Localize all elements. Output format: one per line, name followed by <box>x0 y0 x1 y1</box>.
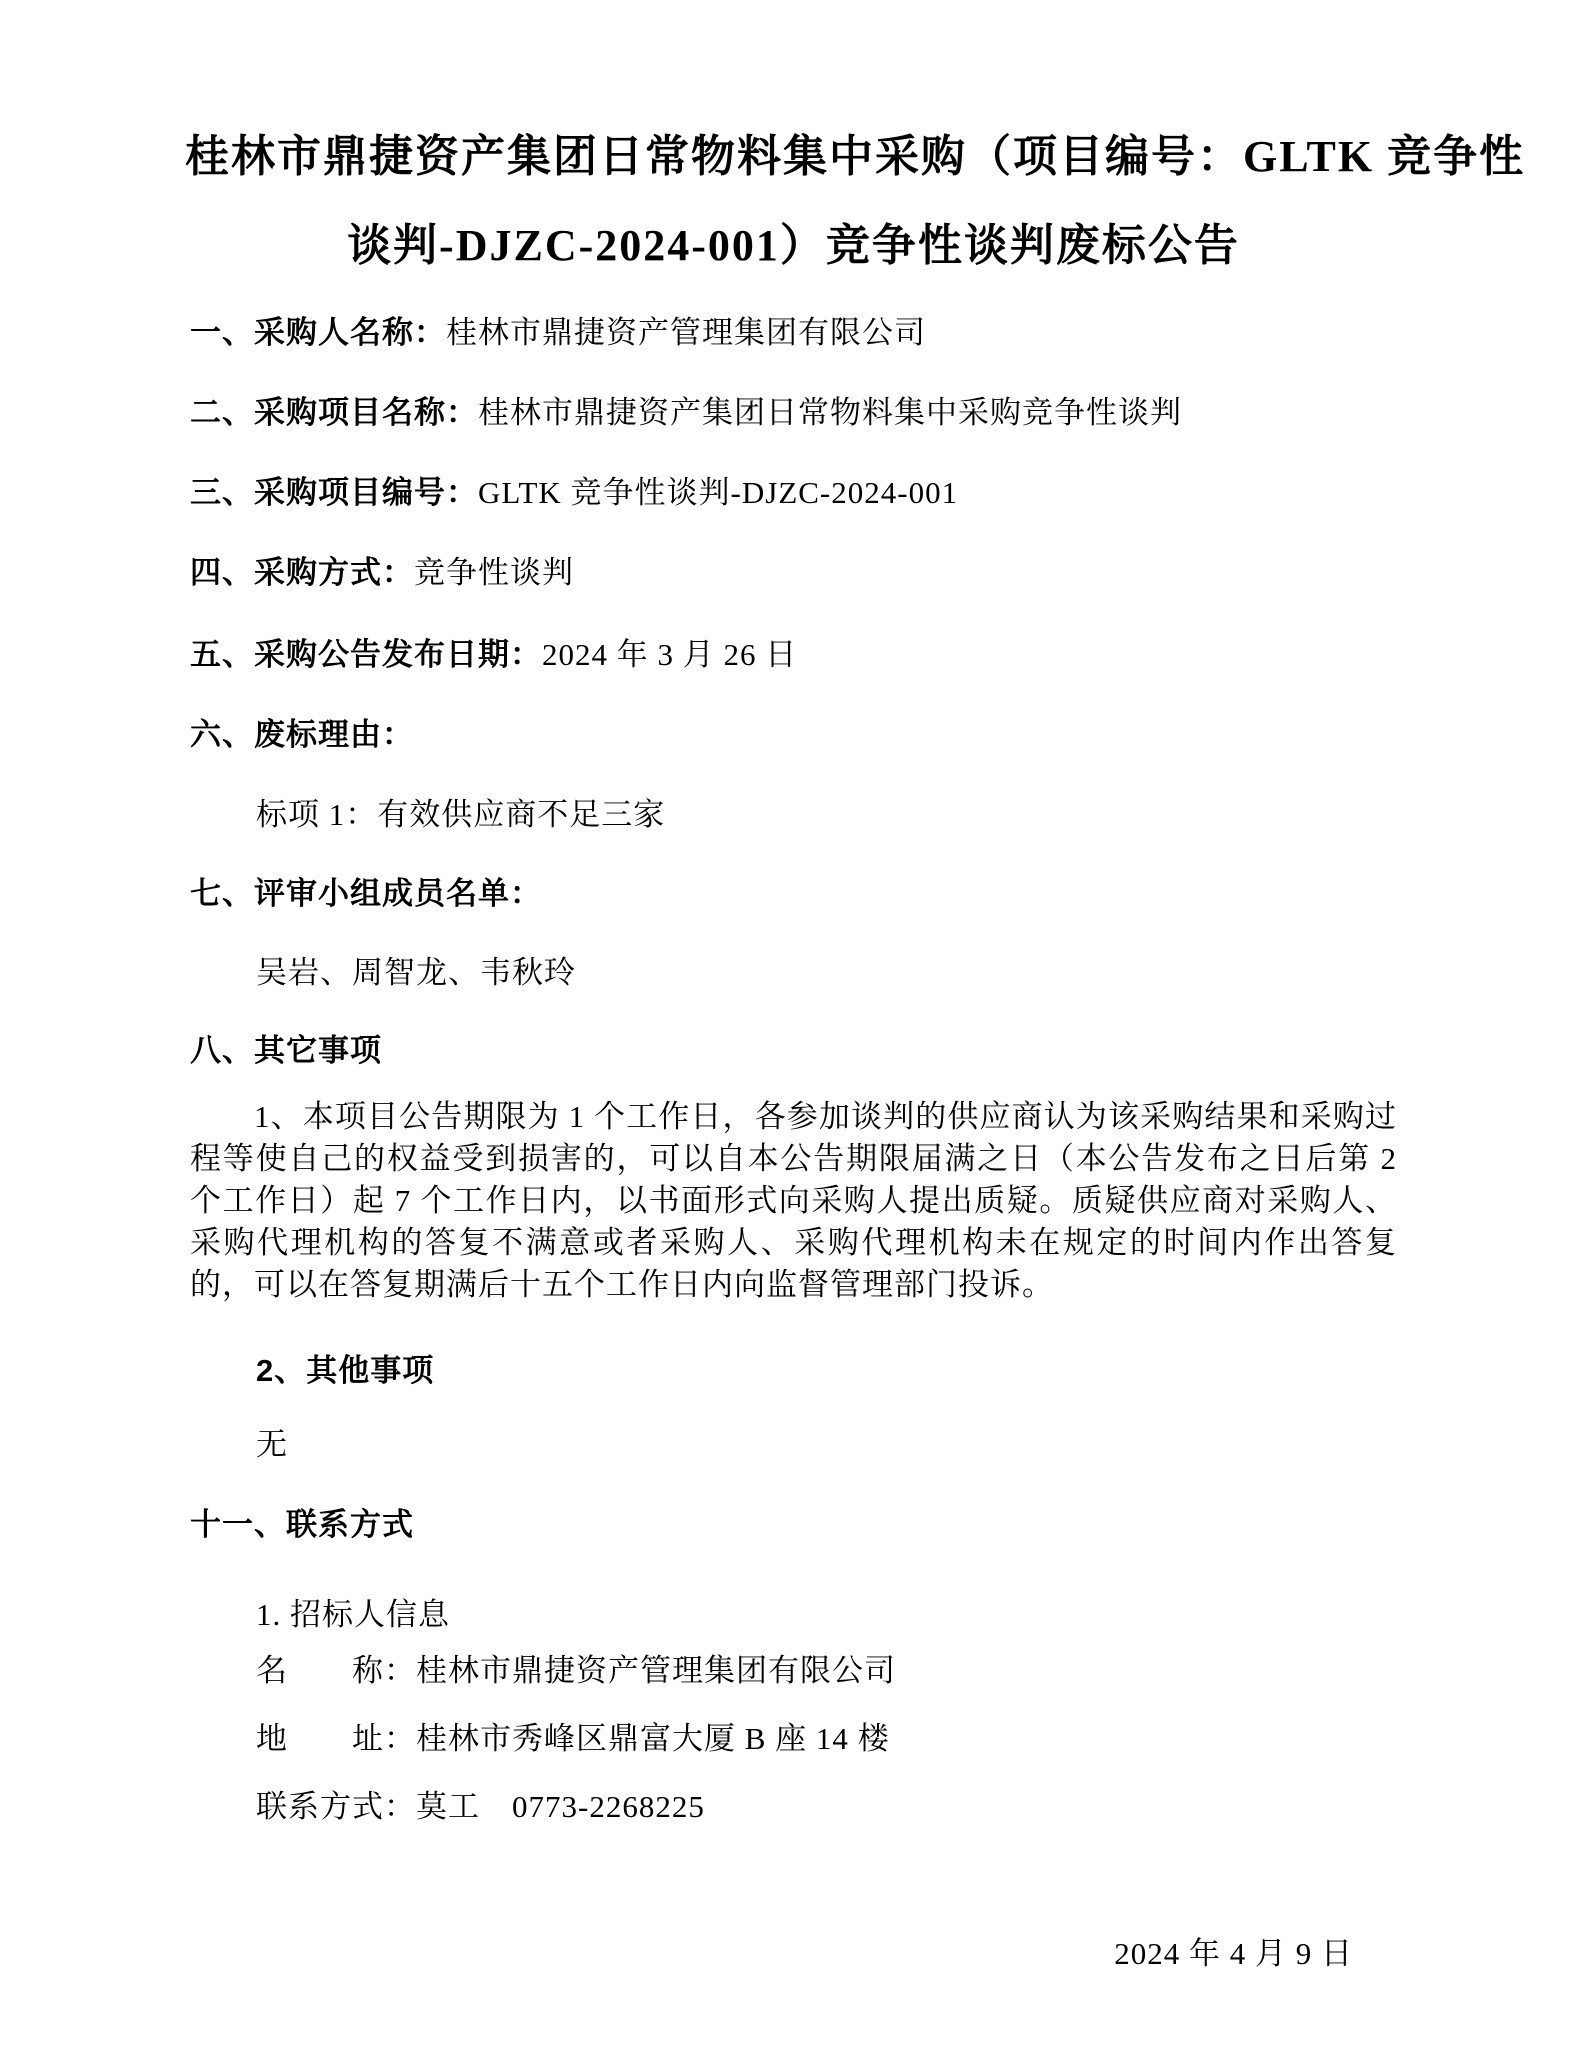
item-project-name-value: 桂林市鼎捷资产集团日常物料集中采购竞争性谈判 <box>478 395 1182 430</box>
contact-address-row <box>256 1720 890 1759</box>
contact-name-row <box>256 1652 896 1691</box>
item-cancel-reason <box>190 716 414 755</box>
item-project-number-value: GLTK 竞争性谈判-DJZC-2024-001 <box>478 475 959 510</box>
page-title-line1: 桂林市鼎捷资产集团日常物料集中采购（项目编号：GLTK 竞争性 <box>185 132 1526 181</box>
item-method-value: 竞争性谈判 <box>414 555 574 590</box>
contact-address-label: 地 址： <box>256 1721 416 1756</box>
item-purchaser <box>190 314 926 353</box>
item-announce-date-label: 五、采购公告发布日期： <box>190 637 542 672</box>
item-contact-label: 十一、联系方式 <box>190 1507 414 1542</box>
item-other-matters <box>190 1032 382 1071</box>
footer-date: 2024 年 4 月 9 日 <box>1114 1936 1353 1971</box>
contact-name-value: 桂林市鼎捷资产管理集团有限公司 <box>416 1653 896 1688</box>
contact-name-label: 名 称： <box>256 1653 416 1688</box>
item-announce-date-value: 2024 年 3 月 26 日 <box>542 637 798 672</box>
item-project-number-label: 三、采购项目编号： <box>190 475 478 510</box>
item-project-number <box>190 474 958 513</box>
item-review-panel-label: 七、评审小组成员名单： <box>190 876 542 911</box>
item-cancel-reason-detail: 标项 1：有效供应商不足三家 <box>256 797 666 832</box>
item-project-name-label: 二、采购项目名称： <box>190 395 478 430</box>
item-cancel-reason-label: 六、废标理由： <box>190 717 414 752</box>
item-announce-date <box>190 636 797 675</box>
item-project-name <box>190 394 1182 433</box>
other-matters-sub2-label: 2、其他事项 <box>256 1353 435 1388</box>
item-contact <box>190 1506 414 1545</box>
contact-sub-label: 1. 招标人信息 <box>256 1597 450 1632</box>
item-method-label: 四、采购方式： <box>190 555 414 590</box>
item-other-matters-label: 八、其它事项 <box>190 1033 382 1068</box>
contact-phone-value: 莫工 0773-2268225 <box>416 1789 705 1824</box>
item-purchaser-value: 桂林市鼎捷资产管理集团有限公司 <box>446 315 926 350</box>
other-matters-sub2-value: 无 <box>256 1427 288 1462</box>
item-review-panel <box>190 875 542 914</box>
page-title-line2: 谈判-DJZC-2024-001）竞争性谈判废标公告 <box>347 221 1240 270</box>
item-purchaser-label: 一、采购人名称： <box>190 315 446 350</box>
contact-phone-label: 联系方式： <box>256 1789 416 1824</box>
contact-phone-row <box>256 1788 705 1827</box>
contact-address-value: 桂林市秀峰区鼎富大厦 B 座 14 楼 <box>416 1721 890 1756</box>
item-review-panel-members: 吴岩、周智龙、韦秋玲 <box>256 955 576 990</box>
other-matters-paragraph: 1、本项目公告期限为 1 个工作日，各参加谈判的供应商认为该采购结果和采购过程等使自己的权益受到损害的，可以自本公告期限届满之日（本公告发布之日后第 2 个工作日）起 7 个工作日内，以书面形式向采购人提出质疑。质疑供应商对采购人、采购代理机构的答复不满意或者采购人、采购代理机构未在规定的时间内作出答复的，可以在答复期满后十五个工作日内向监督管理部门投诉。 <box>190 1099 1397 1302</box>
item-method <box>190 554 574 593</box>
